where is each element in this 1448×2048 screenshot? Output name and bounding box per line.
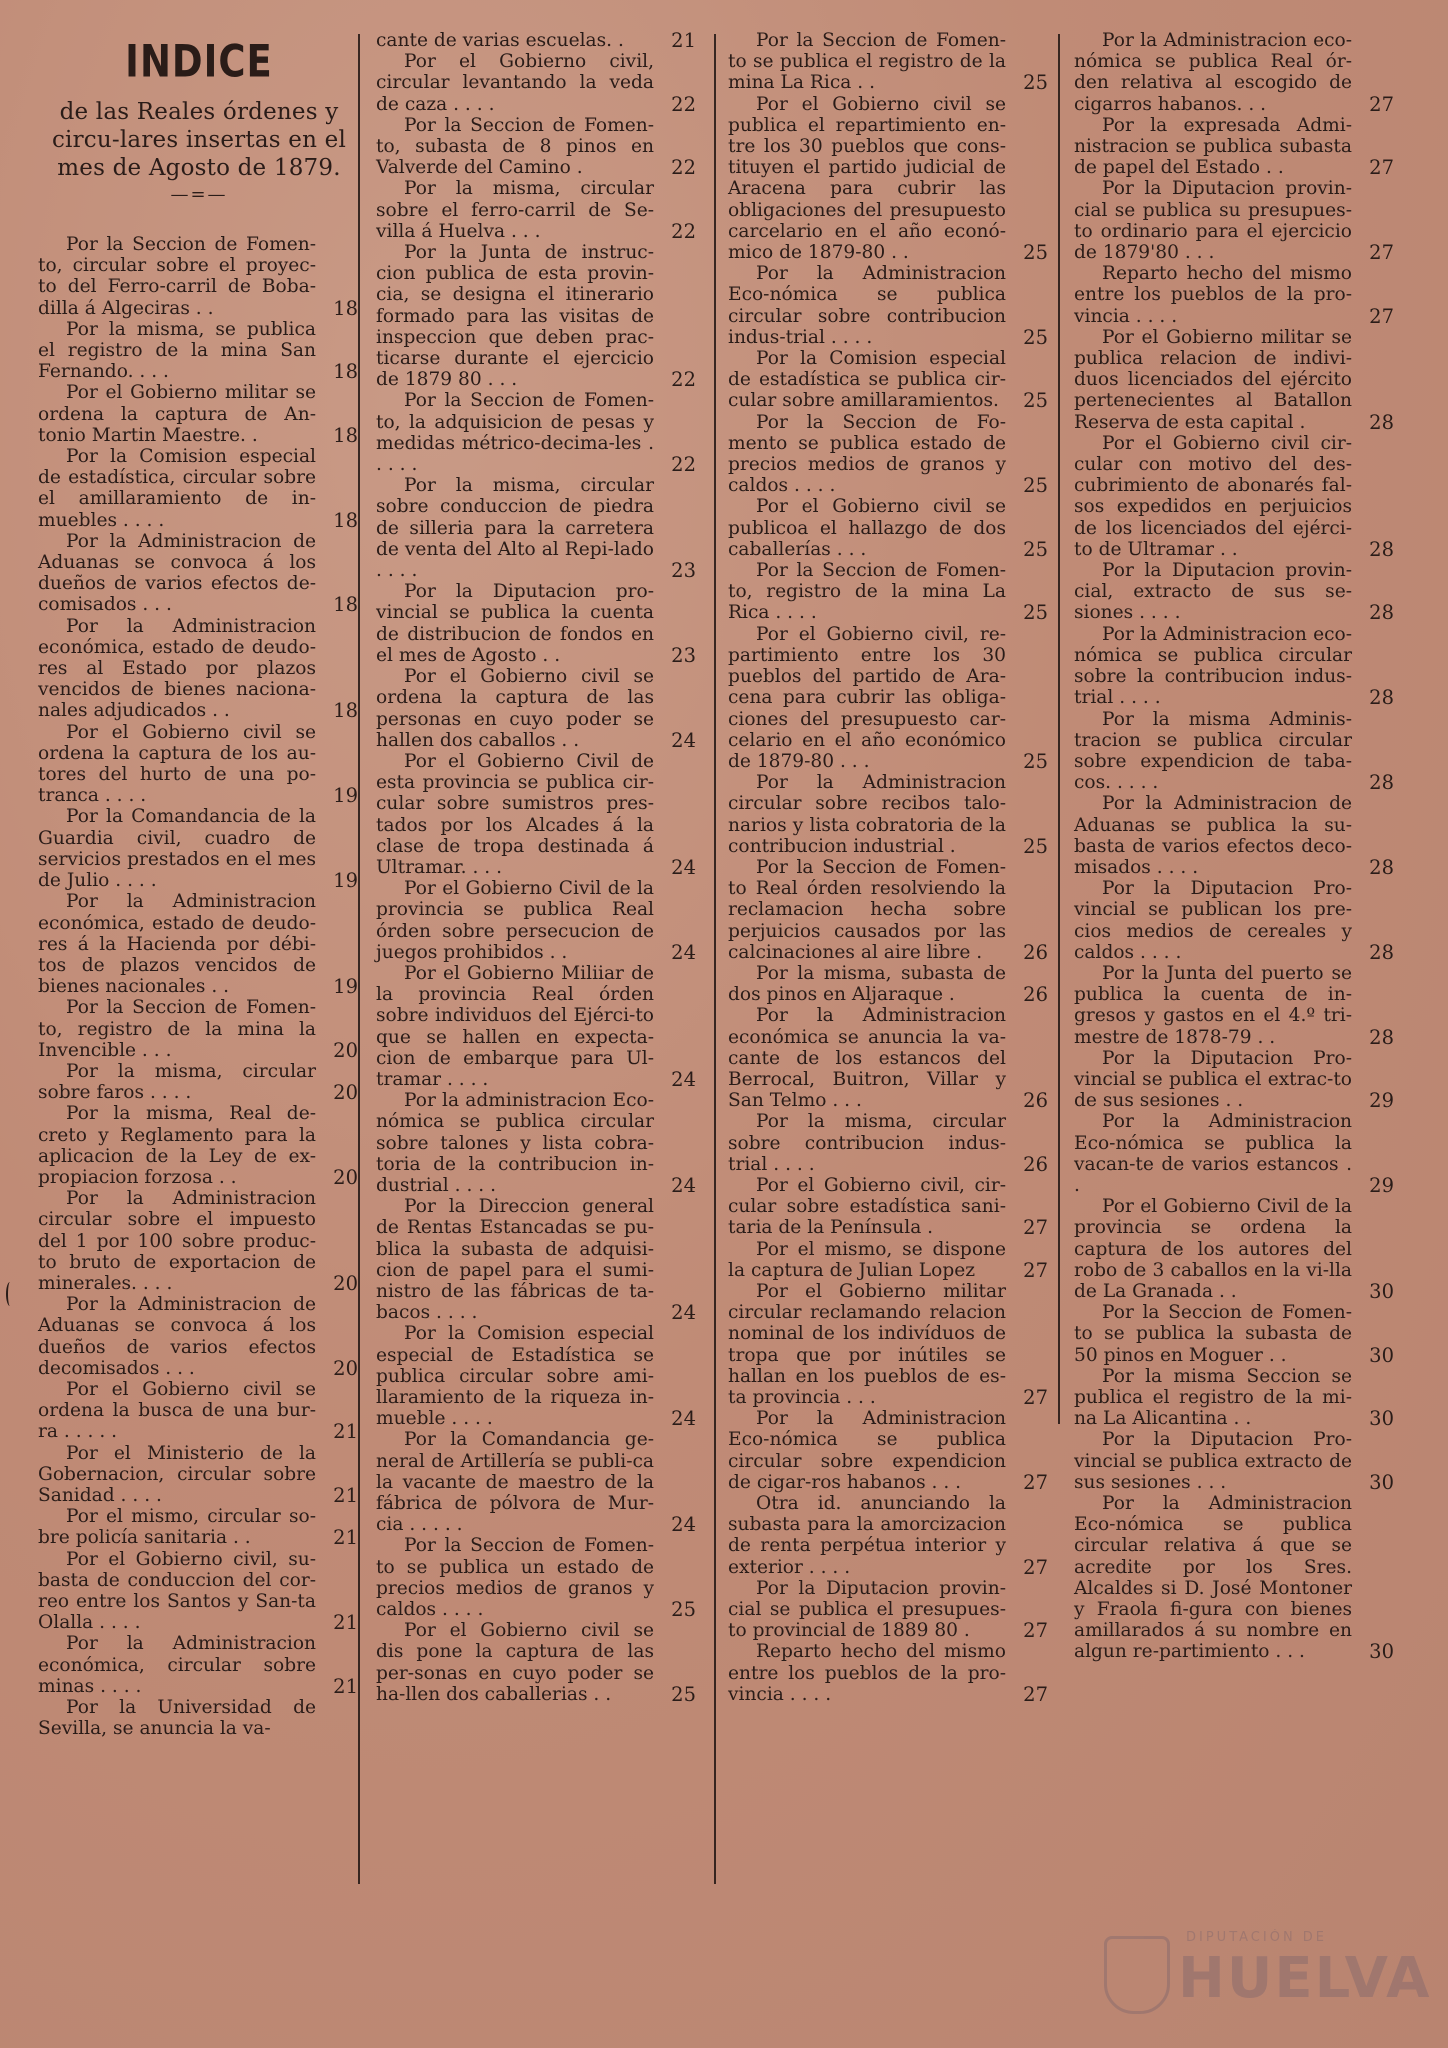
index-entry — [728, 772, 1050, 857]
entry-page-number: 27 — [1023, 1619, 1048, 1643]
entry-page-number: 28 — [1369, 537, 1394, 561]
index-entry — [38, 1549, 360, 1634]
index-entry — [1074, 1111, 1396, 1196]
entry-text: Por la Diputacion Pro-vincial se publican los pre-cios medios de cereales y caldos . . . . — [1074, 878, 1352, 963]
entry-page-number: 19 — [333, 869, 358, 893]
entry-text: Por la Diputacion Pro-vincial se publica extracto de sus sesiones . . . — [1074, 1429, 1352, 1493]
index-entry — [1074, 30, 1396, 115]
index-entry — [38, 722, 360, 807]
entry-text: Por el Gobierno civil, su-basta de conduccion del cor-reo entre los Santos y San-ta Olalla . . . . — [38, 1548, 316, 1634]
entry-page-number: 22 — [671, 219, 696, 243]
index-entry — [1074, 1196, 1396, 1302]
entry-text: Por la Diputacion provin-cial se publica su presupues-to ordinario para el ejercicio de 1879'80 . . . — [1074, 178, 1352, 264]
entry-text: Por la Junta de instruc-cion publica de esta provin-cia, se designa el itinerario formado para las visitas de inspeccion que deben prac-ticarse durante el ejercicio de 1879 80 . . . — [376, 242, 654, 391]
entry-text: Por la misma, se publica el registro de la mina San Fernando. . . . — [38, 318, 316, 383]
index-entry — [376, 178, 698, 242]
index-entry — [1074, 624, 1396, 709]
entry-text: Por el Gobierno civil, re-partimiento entre los 30 pueblos del partido de Ara-cena para cubrir las obliga-ciones del presupuesto car-celario en el año económico de 1879-80 . . . — [728, 623, 1006, 772]
entry-text: Por la Seccion de Fomen-to, subasta de 8 pinos en Valverde del Camino . — [376, 114, 654, 179]
index-entry — [376, 1323, 698, 1429]
entry-text: Por la Comision especial de estadística se publica cir-cular sobre amillaramientos. — [728, 348, 1006, 412]
entry-text: Por la administracion Eco-nómica se publica circular sobre talones y lista cobra-toria de la contribucion in-dustrial . . . . — [376, 1090, 654, 1196]
index-entry — [376, 581, 698, 666]
entry-page-number: 26 — [1023, 940, 1048, 964]
entry-page-number: 21 — [333, 1420, 358, 1444]
entry-page-number: 25 — [671, 1598, 696, 1622]
watermark-small-text: DIPUTACIÓN DE — [1186, 1930, 1328, 1945]
entry-text: Por la Administracion Eco-nómica se publica circular sobre expendicion de cigar-ros habanos . . . — [728, 1408, 1006, 1493]
entry-page-number: 20 — [333, 1165, 358, 1189]
entry-text: Reparto hecho del mismo entre los pueblos de la pro-vincia . . . . — [1074, 263, 1352, 327]
index-entry — [38, 234, 360, 319]
index-entry — [1074, 560, 1396, 624]
entry-text: Por la Administracion económica, estado de deudo-res á la Hacienda por débi-tos de plazos vencidos de bienes nacionales . . — [38, 891, 316, 998]
index-entry — [38, 1443, 360, 1507]
index-entry — [1074, 1048, 1396, 1112]
entry-page-number: 25 — [1023, 749, 1048, 773]
index-entry — [1074, 793, 1396, 878]
entry-text: Por la misma, circular sobre el ferro-carril de Se-villa á Huelva . . . — [376, 178, 654, 242]
entry-text: Por la Diputacion provin-cial se publica el presupues-to provincial de 1889 80 . — [728, 1577, 1006, 1642]
index-entry — [1074, 1493, 1396, 1663]
entry-page-number: 18 — [333, 360, 358, 384]
entry-page-number: 27 — [1023, 1470, 1048, 1494]
index-entry — [728, 963, 1050, 1005]
entry-text: Por la Administracion de Aduanas se publica la su-basta de varios efectos deco-misados . . . . — [1074, 793, 1352, 878]
entry-text: Por el mismo, circular so-bre policía sanitaria . . — [38, 1506, 316, 1549]
entry-page-number: 27 — [1023, 1682, 1048, 1706]
index-entry — [728, 624, 1050, 772]
index-entry — [38, 616, 360, 722]
entry-text: Por la Diputacion provin-cial, extracto de sus se-siones . . . . — [1074, 560, 1352, 624]
index-entry — [728, 1239, 1050, 1281]
index-entry — [728, 412, 1050, 497]
index-entry — [728, 560, 1050, 624]
index-entry — [376, 475, 698, 581]
entry-text: Por el Ministerio de la Gobernacion, circular sobre Sanidad . . . . — [38, 1442, 316, 1506]
index-entry — [38, 891, 360, 997]
entry-page-number: 20 — [333, 1038, 358, 1062]
entry-page-number: 26 — [1023, 1089, 1048, 1113]
index-entry — [376, 751, 698, 878]
index-entry — [1074, 115, 1396, 179]
entry-page-number: 20 — [333, 1271, 358, 1295]
entry-text: Por la Administracion económica, estado de deudo-res al Estado por plazos vencidos de bienes naciona-nales adjudicados . . — [38, 615, 316, 722]
entry-page-number: 27 — [1369, 156, 1394, 180]
entry-page-number: 24 — [671, 940, 696, 964]
entry-text: Otra id. anunciando la subasta para la amorcizacion de renta perpétua interior y exterior . . . . — [728, 1493, 1006, 1578]
entry-page-number: 24 — [671, 728, 696, 752]
index-entry — [376, 1620, 698, 1705]
index-entry — [376, 51, 698, 115]
entry-text: Por la Administracion Eco-nómica se publica circular sobre contribucion indus-trial . . . . — [728, 263, 1006, 348]
entry-text: Por el Gobierno civil se dis pone la captura de las per-sonas en cuyo poder se ha-llen dos caballerias . . — [376, 1620, 654, 1705]
entry-page-number: 25 — [1023, 389, 1048, 413]
entry-text: Por la misma Seccion se publica el registro de la mi-na La Alicantina . . — [1074, 1365, 1352, 1430]
entry-page-number: 22 — [671, 92, 696, 116]
entry-text: Por la Direccion general de Rentas Estancadas se pu-blica la subasta de adquisi-cion de papel para el sumi-nistro de las fábricas de ta-bacos . . . . — [376, 1196, 654, 1324]
index-entry — [376, 878, 698, 963]
watermark-big-text: HUELVA — [1178, 1946, 1432, 2011]
index-column-3 — [728, 30, 1050, 1705]
index-entry — [38, 1379, 360, 1443]
index-entry — [376, 666, 698, 751]
entry-text: Por la Seccion de Fomen-to se publica el registro de la mina La Rica . . — [728, 30, 1006, 94]
entry-page-number: 22 — [671, 368, 696, 392]
index-entry — [38, 1294, 360, 1379]
entry-text: Por la Seccion de Fomen-to, registro de la mina La Rica . . . . — [728, 560, 1006, 624]
entry-page-number: 24 — [671, 855, 696, 879]
entry-text: Por el Gobierno civil, cir-cular sobre estadística sani-taria de la Península . — [728, 1174, 1006, 1239]
index-entry — [38, 319, 360, 383]
index-entry — [376, 242, 698, 390]
entry-text: Por la Seccion de Fomen-to, circular sobre el proyec-to del Ferro-carril de Boba-dilla á Algeciras . . — [38, 234, 316, 319]
entry-page-number: 30 — [1369, 1407, 1394, 1431]
entry-text: Por el Gobierno civil se publica el repartimiento en-tre los 30 pueblos que cons-tituyen el partido judicial de Aracena para cubrir las obligaciones del presupuesto carcelario en el año econó-mico de 1879-80 . . — [728, 93, 1006, 264]
entry-text: Por la Comandancia de la Guardia civil, cuadro de servicios prestados en el mes de Julio . . . . — [38, 806, 316, 892]
index-entry — [728, 1578, 1050, 1642]
index-entry — [1074, 178, 1396, 263]
entry-text: Por el Gobierno Civil de la provincia se publica Real órden sobre persecucion de juegos prohibidos . . — [376, 878, 654, 963]
index-entry — [728, 1111, 1050, 1175]
entry-page-number: 26 — [1023, 983, 1048, 1007]
entry-page-number: 27 — [1369, 241, 1394, 265]
entry-page-number: 22 — [671, 156, 696, 180]
entry-page-number: 25 — [1023, 537, 1048, 561]
entry-page-number: 25 — [1023, 834, 1048, 858]
entry-page-number: 25 — [1023, 474, 1048, 498]
entry-text: Por la Administracion circular sobre el impuesto del 1 por 100 sobre produc-to bruto de exportacion de minerales. . . . — [38, 1188, 316, 1294]
entry-page-number: 19 — [333, 784, 358, 808]
entry-text: Por el Gobierno militar circular reclamando relacion nominal de los indivíduos de tropa que por inútiles se hallan en los pueblos de es-ta provincia . . . — [728, 1280, 1006, 1408]
index-entry — [38, 1061, 360, 1103]
entry-text: Por la Administracion Eco-nómica se publica la vacan-te de varios estancos . . — [1074, 1111, 1352, 1196]
index-entry — [728, 1005, 1050, 1111]
entry-page-number: 30 — [1369, 1470, 1394, 1494]
entry-page-number: 28 — [1369, 1025, 1394, 1049]
index-entry — [376, 390, 698, 475]
entry-text: Por la Administracion de Aduanas se convoca á los dueños de varios efectos de-comisados . . . — [38, 530, 316, 616]
entry-text: Por la Administracion circular sobre recibos talo-narios y lista cobratoria de la contribucion industrial . — [728, 772, 1006, 857]
index-entry — [376, 1090, 698, 1196]
index-entry — [728, 1175, 1050, 1239]
entry-text: Por la misma Adminis-tracion se publica circular sobre expendicion de taba-cos. . . . . — [1074, 708, 1352, 794]
index-entry — [376, 1196, 698, 1323]
index-entry — [38, 1188, 360, 1294]
index-entry — [376, 963, 698, 1090]
entry-text: Por la Comision especial de estadística, circular sobre el amillaramiento de in-muebles . . . . — [38, 446, 316, 531]
entry-page-number: 21 — [671, 29, 696, 52]
entry-text: Por la Diputacion pro-vincial se publica la cuenta de distribucion de fondos en el mes de Agosto . . — [376, 581, 654, 666]
entry-page-number: 30 — [1369, 1343, 1394, 1367]
entry-text: cante de varias escuelas. . — [376, 30, 624, 51]
entry-text: Por la Administracion Eco-nómica se publica circular relativa á que se acredite por los Sres. Alcaldes si D. José Montoner y Fraola fi-gura con bienes amillarados á su nombre en algun re-partimiento . . . — [1074, 1493, 1352, 1663]
entry-page-number: 21 — [333, 1526, 358, 1550]
entry-page-number: 21 — [333, 1674, 358, 1698]
entry-text: Por la Comandancia ge-neral de Artillería se publi-ca la vacante de maestro de la fábrica de pólvora de Mur-cia . . . . . — [376, 1429, 654, 1536]
entry-text: Por la Seccion de Fomen-to, registro de la mina la Invencible . . . — [38, 997, 316, 1061]
index-column-4 — [1074, 30, 1396, 1663]
archive-watermark — [1168, 1924, 1432, 2016]
index-column-2 — [376, 30, 698, 1705]
entry-text: Por la Comision especial especial de Estadística se publica circular sobre ami-llaramiento de la riqueza in-mueble . . . . — [376, 1323, 654, 1430]
entry-text: Por la Seccion de Fomen-to se publica la subasta de 50 pinos en Moguer . . — [1074, 1302, 1352, 1366]
entry-text: Por el mismo, se dispone la captura de Julian Lopez — [728, 1238, 1006, 1281]
entry-text: Por la misma, Real de-creto y Reglamento para la aplicacion de la Ley de ex-propiacion forzosa . . — [38, 1103, 316, 1188]
entry-page-number: 19 — [333, 975, 358, 999]
margin-mark — [6, 1282, 14, 1306]
entry-page-number: 18 — [333, 593, 358, 617]
entry-text: Por la Diputacion Pro-vincial se publica el extrac-to de sus sesiones . . — [1074, 1047, 1352, 1112]
entry-text: Por la Administracion eco-nómica se publica Real ór-den relativa al escogido de cigarros habanos. . . — [1074, 30, 1352, 115]
index-entry — [1074, 1429, 1396, 1493]
entry-text: Por la expresada Admi-nistracion se publica subasta de papel del Estado . . — [1074, 114, 1352, 179]
entry-page-number: 24 — [671, 1407, 696, 1431]
index-header — [38, 35, 360, 205]
entry-text: Por la misma, circular sobre faros . . . . — [38, 1060, 316, 1104]
entry-page-number: 18 — [333, 508, 358, 532]
entry-text: Por el Gobierno civil se ordena la captura de los au-tores del hurto de una po-tranca . . . . — [38, 721, 316, 807]
index-entry — [376, 30, 698, 51]
entry-text: Por la misma, subasta de dos pinos en Aljaraque . — [728, 962, 1006, 1006]
entry-text: Reparto hecho del mismo entre los pueblos de la pro-vincia . . . . — [728, 1641, 1006, 1705]
entry-text: Por la Seccion de Fomen-to se publica un estado de precios medios de granos y caldos . . . . — [376, 1535, 654, 1621]
entry-page-number: 28 — [1369, 410, 1394, 434]
entry-text: Por la Junta del puerto se publica la cuenta de in-gresos y gastos en el 4.º tri-mestre de 1878-79 . . — [1074, 962, 1352, 1048]
entry-page-number: 28 — [1369, 855, 1394, 879]
entry-text: Por el Gobierno civil se publicoa el hallazgo de dos caballerías . . . — [728, 496, 1006, 560]
entry-text: Por el Gobierno Civil de la provincia se ordena la captura de los autores del robo de 3 caballos en la vi-lla de La Granada . . — [1074, 1196, 1352, 1302]
index-entry — [1074, 709, 1396, 794]
index-entry — [1074, 878, 1396, 963]
entry-page-number: 20 — [333, 1356, 358, 1380]
entry-page-number: 22 — [671, 453, 696, 477]
index-entry — [376, 1429, 698, 1535]
entry-page-number: 18 — [333, 423, 358, 447]
index-entry — [728, 857, 1050, 963]
entry-page-number: 23 — [671, 559, 696, 583]
index-column-1 — [38, 35, 360, 1740]
index-entry — [38, 997, 360, 1061]
page-title: INDICE — [125, 35, 273, 88]
entry-text: Por la misma, circular sobre contribucion indus-trial . . . . — [728, 1111, 1006, 1175]
entry-page-number: 30 — [1369, 1640, 1394, 1664]
entry-text: Por el Gobierno civil cir-cular con motivo del des-cubrimiento de abonarés fal-sos expedidos en perjuicios de los licenciados del ejérci-to de Ultramar . . — [1074, 432, 1352, 560]
entry-text: Por la Administracion eco-nómica se publica circular sobre la contribucion indus-trial . . . . — [1074, 623, 1352, 709]
entry-page-number: 27 — [1369, 304, 1394, 328]
entry-page-number: 21 — [333, 1483, 358, 1507]
entry-page-number: 25 — [1023, 325, 1048, 349]
index-entry — [38, 382, 360, 446]
index-entry — [1074, 963, 1396, 1048]
index-entry — [728, 263, 1050, 348]
entry-text: Por la Administracion de Aduanas se convoca á los dueños de varios efectos decomisados . . . — [38, 1294, 316, 1379]
entry-text: Por el Gobierno civil se ordena la busca de una bur-ra . . . . . — [38, 1378, 316, 1443]
entry-page-number: 25 — [1023, 241, 1048, 265]
index-entry — [38, 1103, 360, 1188]
entry-page-number: 24 — [671, 1173, 696, 1197]
entry-page-number: 27 — [1369, 92, 1394, 116]
entry-page-number: 29 — [1369, 1089, 1394, 1113]
entry-text: Por la Administracion económica, circular sobre minas . . . . — [38, 1633, 316, 1697]
index-entry — [38, 1633, 360, 1697]
entry-page-number: 27 — [1023, 1555, 1048, 1579]
entry-page-number: 21 — [333, 1611, 358, 1635]
title-divider: —=— — [170, 184, 228, 205]
index-entry — [38, 531, 360, 616]
entry-text: Por el Gobierno civil, circular levantando la veda de caza . . . . — [376, 51, 654, 115]
entry-page-number: 27 — [1023, 1258, 1048, 1282]
index-entry — [38, 446, 360, 531]
entry-page-number: 25 — [671, 1682, 696, 1706]
entry-page-number: 25 — [1023, 71, 1048, 95]
entry-page-number: 24 — [671, 1513, 696, 1537]
index-entry — [728, 94, 1050, 264]
index-entry — [728, 30, 1050, 94]
entry-page-number: 18 — [333, 699, 358, 723]
index-entry — [1074, 433, 1396, 560]
entry-text: Por la Administracion económica se anuncia la va-cante de los estancos del Berrocal, Buitron, Villar y San Telmo . . . — [728, 1005, 1006, 1112]
entry-page-number: 20 — [333, 1081, 358, 1105]
index-entry — [38, 806, 360, 891]
index-entry — [728, 348, 1050, 412]
index-entry — [728, 1641, 1050, 1705]
index-entry — [1074, 327, 1396, 433]
entry-page-number: 28 — [1369, 940, 1394, 964]
column-rule — [1058, 34, 1060, 1424]
index-entry — [728, 1281, 1050, 1408]
index-entry — [728, 496, 1050, 560]
entry-page-number: 25 — [1023, 601, 1048, 625]
index-entry — [728, 1493, 1050, 1578]
index-entry — [1074, 263, 1396, 327]
entry-page-number: 26 — [1023, 1152, 1048, 1176]
index-entry — [38, 1697, 360, 1739]
entry-page-number: 23 — [671, 643, 696, 667]
entry-text: Por el Gobierno Miliiar de la provincia Real órden sobre individuos del Ejérci-to que se hallen en expecta-cion de embarque para Ul-tramar . . . . — [376, 962, 654, 1090]
entry-text: Por el Gobierno Civil de esta provincia se publica cir-cular sobre sumistros pres-tados por los Alcades á la clase de tropa destinada á Ultramar. . . . — [376, 750, 654, 878]
entry-text: Por el Gobierno militar se publica relacion de indivi-duos licenciados del ejército pertenecientes al Batallon Reserva de esta capital . — [1074, 326, 1352, 433]
entry-page-number: 30 — [1369, 1279, 1394, 1303]
index-entry — [376, 1535, 698, 1620]
entry-page-number: 27 — [1023, 1386, 1048, 1409]
index-entry — [728, 1408, 1050, 1493]
entry-text: Por el Gobierno civil se ordena la captura de las personas en cuyo poder se hallen dos caballos . . — [376, 666, 654, 751]
seal-icon — [1104, 1936, 1170, 2014]
entry-text: Por la Seccion de Fomen-to Real órden resolviendo la reclamacion hecha sobre perjuicios causados por las calcinaciones al aire libre . — [728, 856, 1006, 963]
entry-text: Por la Seccion de Fo-mento se publica estado de precios medios de granos y caldos . . . . — [728, 411, 1006, 497]
entry-text: Por el Gobierno militar se ordena la captura de An-tonio Martin Maestre. . — [38, 382, 316, 446]
entry-page-number: 28 — [1369, 686, 1394, 710]
entry-text: Por la Seccion de Fomen-to, la adquisicion de pesas y medidas métrico-decima-les . . . . . — [376, 390, 654, 476]
entry-page-number: 24 — [671, 1301, 696, 1325]
entry-text: Por la Universidad de Sevilla, se anuncia la va- — [38, 1697, 316, 1740]
index-entry — [376, 115, 698, 179]
column-rule — [714, 34, 716, 1884]
entry-page-number: 28 — [1369, 771, 1394, 795]
entry-page-number: 29 — [1369, 1173, 1394, 1197]
index-entry — [38, 1506, 360, 1548]
index-entry — [1074, 1366, 1396, 1430]
index-entry — [1074, 1302, 1396, 1366]
entry-page-number: 28 — [1369, 601, 1394, 625]
entry-page-number: 18 — [333, 296, 358, 320]
page-subtitle: de las Reales órdenes y circu-lares insertas en el mes de Agosto de 1879. — [51, 99, 347, 181]
entry-page-number: 24 — [671, 1067, 696, 1091]
entry-page-number: 27 — [1023, 1216, 1048, 1240]
entry-text: Por la misma, circular sobre conduccion de piedra de silleria para la carretera de venta del Alto al Repi-lado . . . . — [376, 475, 654, 582]
